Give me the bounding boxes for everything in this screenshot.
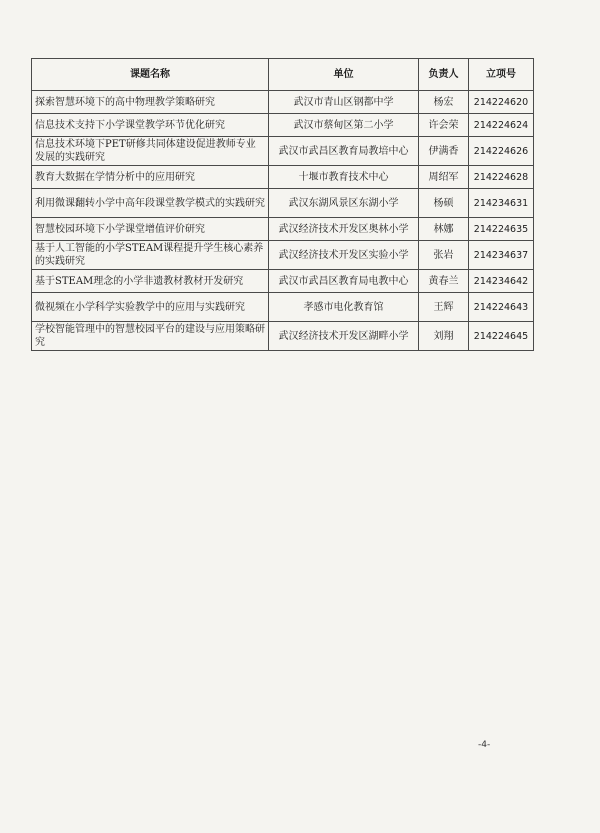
cell-unit: 十堰市教育技术中心: [269, 166, 419, 189]
header-lead: 负责人: [419, 59, 469, 91]
table-row: [32, 189, 534, 218]
cell-id: 214234642: [469, 270, 534, 293]
cell-title: 学校智能管理中的智慧校园平台的建设与应用策略研究: [32, 322, 269, 351]
cell-lead: 黄春兰: [419, 270, 469, 293]
cell-lead: 林娜: [419, 218, 469, 241]
cell-title: 探索智慧环境下的高中物理教学策略研究: [32, 91, 269, 114]
table-row: [32, 218, 534, 241]
cell-title: 基于STEAM理念的小学非遗教材教材开发研究: [32, 270, 269, 293]
cell-title: 智慧校园环境下小学课堂增值评价研究: [32, 218, 269, 241]
cell-id: 214224628: [469, 166, 534, 189]
cell-unit: 武汉经济技术开发区湖畔小学: [269, 322, 419, 351]
cell-title: 信息技术支持下小学课堂教学环节优化研究: [32, 114, 269, 137]
project-table: [31, 58, 534, 351]
cell-lead: 王辉: [419, 293, 469, 322]
cell-title: 微视频在小学科学实验教学中的应用与实践研究: [32, 293, 269, 322]
cell-title: 基于人工智能的小学STEAM课程提升学生核心素养的实践研究: [32, 241, 269, 270]
cell-unit: 武汉市青山区钢都中学: [269, 91, 419, 114]
cell-id: 214224643: [469, 293, 534, 322]
cell-id: 214224620: [469, 91, 534, 114]
cell-lead: 杨宏: [419, 91, 469, 114]
cell-title: 信息技术环境下PET研修共同体建设促进教师专业发展的实践研究: [32, 137, 269, 166]
header-title: 课题名称: [32, 59, 269, 91]
cell-title: 教育大数据在学情分析中的应用研究: [32, 166, 269, 189]
cell-unit: 武汉市蔡甸区第二小学: [269, 114, 419, 137]
cell-lead: 周绍军: [419, 166, 469, 189]
header-unit: 单位: [269, 59, 419, 91]
cell-unit: 武汉市武昌区教育局电教中心: [269, 270, 419, 293]
cell-id: 214234631: [469, 189, 534, 218]
table-row: [32, 114, 534, 137]
cell-unit: 武汉经济技术开发区实验小学: [269, 241, 419, 270]
cell-unit: 孝感市电化教育馆: [269, 293, 419, 322]
cell-id: 214224626: [469, 137, 534, 166]
page-number: -4-: [478, 740, 491, 750]
cell-unit: 武汉经济技术开发区奥林小学: [269, 218, 419, 241]
cell-lead: 杨硕: [419, 189, 469, 218]
cell-id: 214224624: [469, 114, 534, 137]
cell-unit: 武汉东湖风景区东湖小学: [269, 189, 419, 218]
cell-id: 214224645: [469, 322, 534, 351]
table-row: [32, 293, 534, 322]
cell-id: 214234637: [469, 241, 534, 270]
cell-lead: 刘翔: [419, 322, 469, 351]
cell-lead: 伊满香: [419, 137, 469, 166]
cell-unit: 武汉市武昌区教育局教培中心: [269, 137, 419, 166]
table-row: [32, 91, 534, 114]
cell-lead: 张岩: [419, 241, 469, 270]
cell-lead: 许会荣: [419, 114, 469, 137]
table-row: [32, 270, 534, 293]
table-row: [32, 166, 534, 189]
table-row: [32, 241, 534, 270]
table-header-row: [32, 59, 534, 91]
cell-id: 214224635: [469, 218, 534, 241]
table-row: [32, 137, 534, 166]
table-row: [32, 322, 534, 351]
header-id: 立项号: [469, 59, 534, 91]
cell-title: 利用微课翻转小学中高年段课堂教学模式的实践研究: [32, 189, 269, 218]
